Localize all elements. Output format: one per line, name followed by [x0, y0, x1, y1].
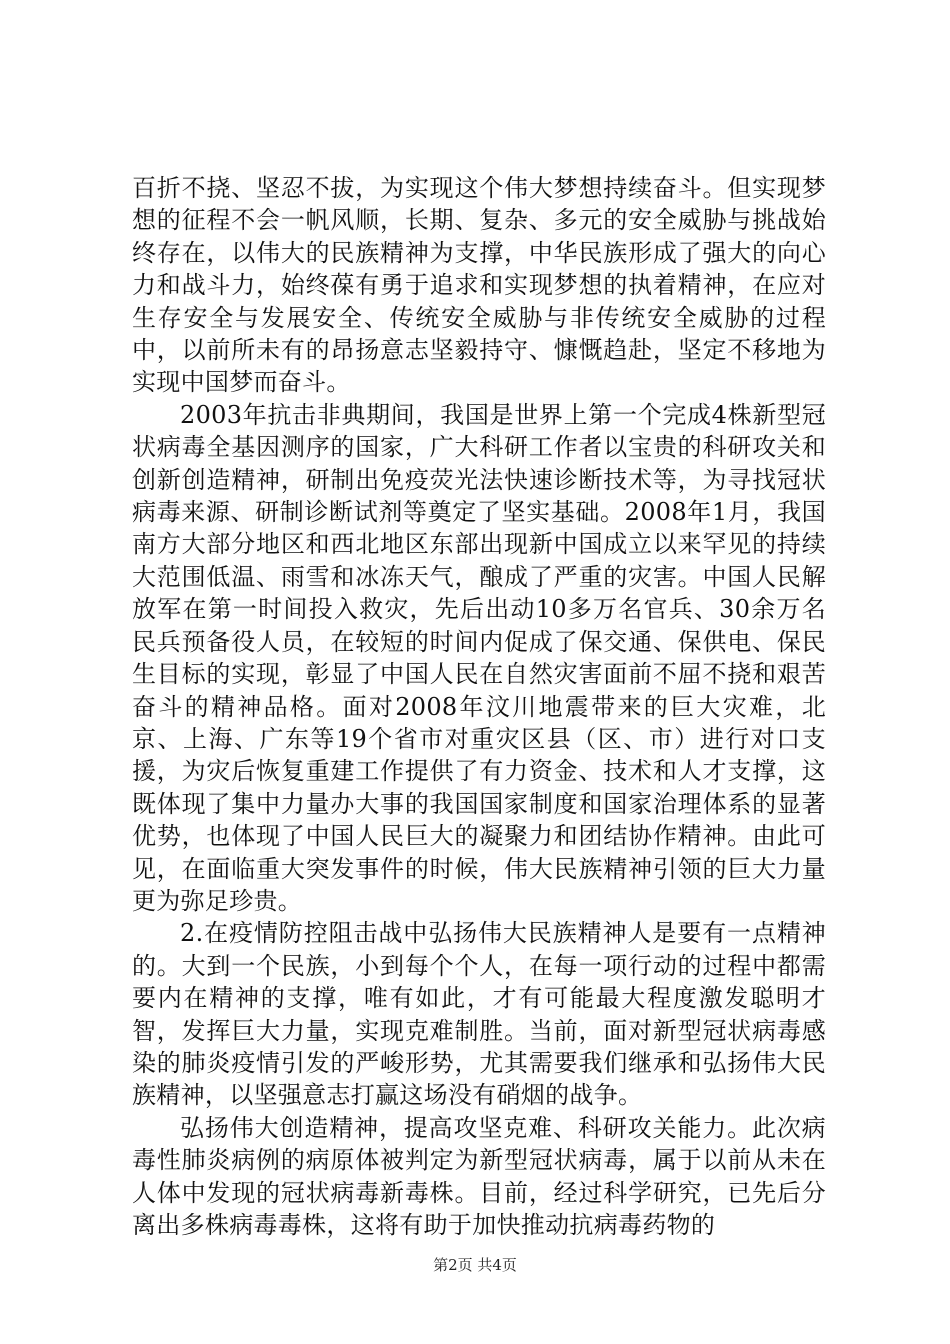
- paragraph-3: 2.在疫情防控阻击战中弘扬伟大民族精神人是要有一点精神的。大到一个民族，小到每个个人，在每一项行动的过程中都需要内在精神的支撑，唯有如此，才有可能最大程度激发聪明才智，发挥巨大力量，实现克难制胜。当前，面对新型冠状病毒感染的肺炎疫情引发的严峻形势，尤其需要我们继承和弘扬伟大民族精神，以坚强意志打赢这场没有硝烟的战争。: [132, 919, 826, 1110]
- page-footer: 第2页 共4页: [433, 1256, 517, 1274]
- paragraph-1: 百折不挠、坚忍不拔，为实现这个伟大梦想持续奋斗。但实现梦想的征程不会一帆风顺，长期、复杂、多元的安全威胁与挑战始终存在，以伟大的民族精神为支撑，中华民族形成了强大的向心力和战斗力，始终葆有勇于追求和实现梦想的执着精神，在应对生存安全与发展安全、传统安全威胁与非传统安全威胁的过程中，以前所未有的昂扬意志坚毅持守、慷慨趋赴，坚定不移地为实现中国梦而奋斗。: [132, 174, 826, 397]
- paragraph-2: 2003年抗击非典期间，我国是世界上第一个完成4株新型冠状病毒全基因测序的国家，广大科研工作者以宝贵的科研攻关和创新创造精神，研制出免疫荧光法快速诊断技术等，为寻找冠状病毒来源、研制诊断试剂等奠定了坚实基础。2008年1月，我国南方大部分地区和西北地区东部出现新中国成立以来罕见的持续大范围低温、雨雪和冰冻天气，酿成了严重的灾害。中国人民解放军在第一时间投入救灾，先后出动10多万名官兵、30余万名民兵预备役人员，在较短的时间内促成了保交通、保供电、保民生目标的实现，彰显了中国人民在自然灾害面前不屈不挠和艰苦奋斗的精神品格。面对2008年汶川地震带来的巨大灾难，北京、上海、广东等19个省市对重灾区县（区、市）进行对口支援，为灾后恢复重建工作提供了有力资金、技术和人才支撑，这既体现了集中力量办大事的我国国家制度和国家治理体系的显著优势，也体现了中国人民巨大的凝聚力和团结协作精神。由此可见，在面临重大突发事件的时候，伟大民族精神引领的巨大力量更为弥足珍贵。: [132, 400, 826, 915]
- paragraph-4: 弘扬伟大创造精神，提高攻坚克难、科研攻关能力。此次病毒性肺炎病例的病原体被判定为新型冠状病毒，属于以前从未在人体中发现的冠状病毒新毒株。目前，经过科学研究，已先后分离出多株病毒毒株，这将有助于加快推动抗病毒药物的: [132, 1113, 826, 1239]
- document-body: [132, 172, 826, 1241]
